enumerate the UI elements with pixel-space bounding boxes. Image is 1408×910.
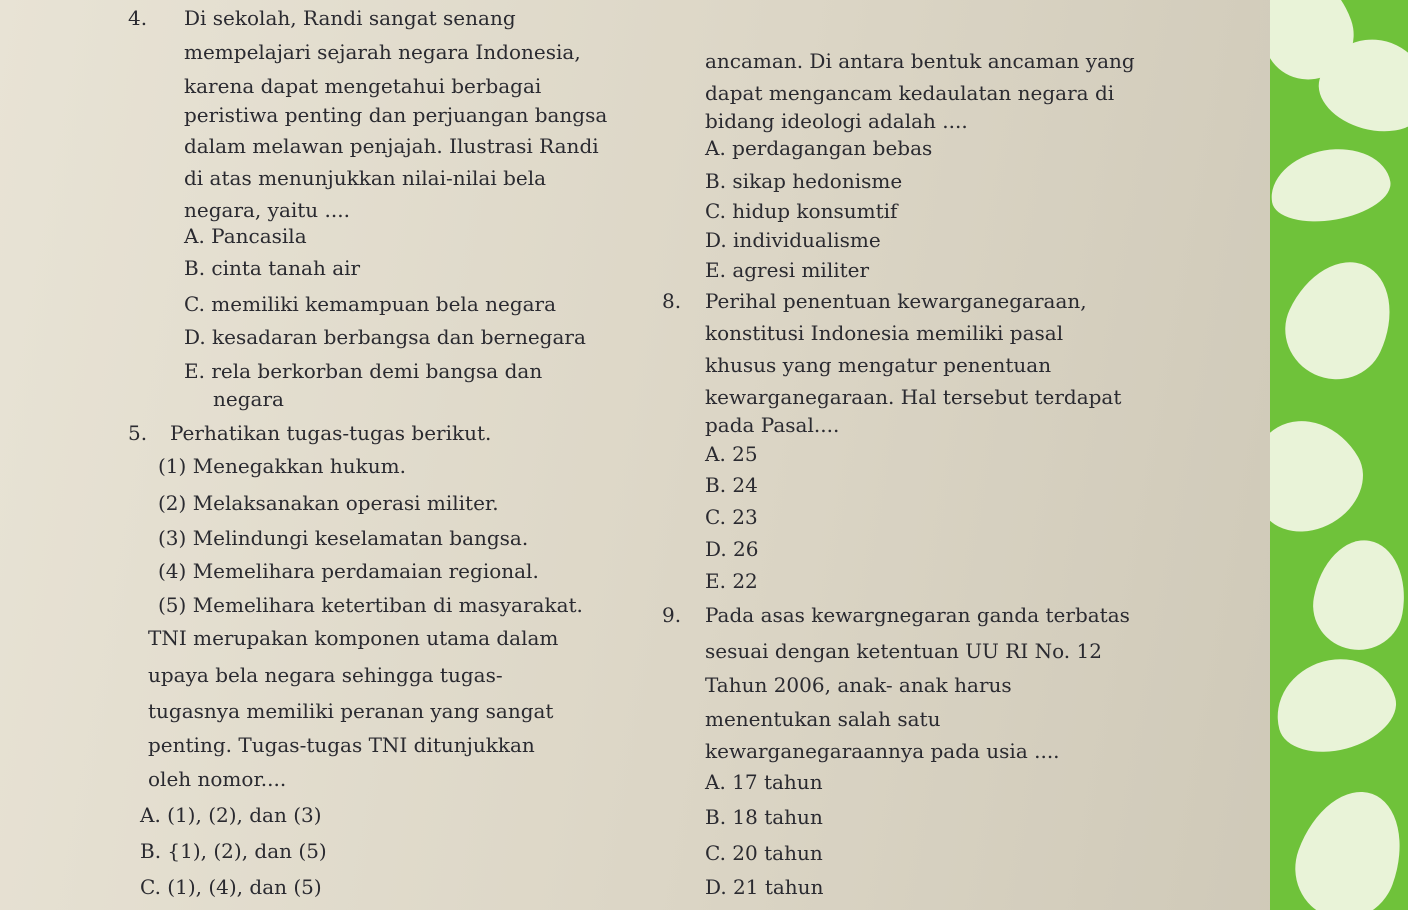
question-5-task-4: (4) Memelihara perdamaian regional.	[158, 559, 539, 583]
question-9-number: 9.	[662, 603, 682, 627]
question-4-line-5: dalam melawan penjajah. Ilustrasi Randi	[184, 134, 599, 158]
question-7-line-1: ancaman. Di antara bentuk ancaman yang	[705, 49, 1135, 73]
question-8-line-3: khusus yang mengatur penentuan	[705, 353, 1052, 377]
flower-petal-decoration	[1306, 533, 1408, 657]
question-9-line-1: Pada asas kewargnegaran ganda terbatas	[705, 603, 1130, 627]
flower-petal-decoration	[1281, 777, 1408, 910]
question-4-number: 4.	[128, 6, 148, 30]
question-5-task-3: (3) Melindungi keselamatan bangsa.	[158, 526, 529, 550]
question-7-option-d: D. individualisme	[705, 228, 881, 252]
question-4-option-d: D. kesadaran berbangsa dan bernegara	[184, 325, 586, 349]
question-5-option-b: B. {1), (2), dan (5)	[140, 839, 327, 863]
question-4-option-e-cont: negara	[213, 387, 284, 411]
question-4-line-3: karena dapat mengetahui berbagai	[184, 74, 542, 98]
question-8-option-e: E. 22	[705, 569, 758, 593]
question-9-option-b: B. 18 tahun	[705, 805, 823, 829]
fabric-background	[1270, 0, 1408, 910]
question-4-option-a: A. Pancasila	[184, 224, 307, 248]
question-5-task-5: (5) Memelihara ketertiban di masyarakat.	[158, 593, 583, 617]
question-9-option-c: C. 20 tahun	[705, 841, 823, 865]
question-4-option-b: B. cinta tanah air	[184, 256, 361, 280]
question-8-option-c: C. 23	[705, 505, 758, 529]
question-5-task-1: (1) Menegakkan hukum.	[158, 454, 406, 478]
flower-petal-decoration	[1270, 400, 1380, 550]
question-4-line-7: negara, yaitu ....	[184, 198, 350, 222]
question-4-line-4: peristiwa penting dan perjuangan bangsa	[184, 103, 608, 127]
question-4-line-6: di atas menunjukkan nilai-nilai bela	[184, 166, 547, 190]
question-5-number: 5.	[128, 421, 148, 445]
question-7-option-c: C. hidup konsumtif	[705, 199, 898, 223]
question-7-line-2: dapat mengancam kedaulatan negara di	[705, 81, 1115, 105]
question-9-option-a: A. 17 tahun	[705, 770, 823, 794]
question-4-option-c: C. memiliki kemampuan bela negara	[184, 292, 557, 316]
question-5-option-c: C. (1), (4), dan (5)	[140, 875, 322, 899]
question-8-line-4: kewarganegaraan. Hal tersebut terdapat	[705, 385, 1122, 409]
question-4-line-1: Di sekolah, Randi sangat senang	[184, 6, 516, 30]
question-7-line-3: bidang ideologi adalah ....	[705, 109, 968, 133]
question-4-option-e: E. rela berkorban demi bangsa dan	[184, 359, 543, 383]
question-8-number: 8.	[662, 289, 682, 313]
question-8-line-2: konstitusi Indonesia memiliki pasal	[705, 321, 1064, 345]
question-5-option-a: A. (1), (2), dan (3)	[140, 803, 322, 827]
question-5-line-1: TNI merupakan komponen utama dalam	[148, 626, 559, 650]
question-8-option-b: B. 24	[705, 473, 758, 497]
question-7-option-a: A. perdagangan bebas	[705, 136, 933, 160]
left-column	[0, 0, 660, 910]
question-9-line-2: sesuai dengan ketentuan UU RI No. 12	[705, 639, 1102, 663]
question-5-task-2: (2) Melaksanakan operasi militer.	[158, 491, 499, 515]
question-5-line-2: upaya bela negara sehingga tugas-	[148, 663, 503, 687]
right-column	[650, 0, 1170, 910]
flower-petal-decoration	[1270, 646, 1405, 764]
flower-petal-decoration	[1270, 140, 1395, 230]
question-5-line-3: tugasnya memiliki peranan yang sangat	[148, 699, 554, 723]
question-9-option-d: D. 21 tahun	[705, 875, 824, 899]
question-5-line-5: oleh nomor....	[148, 767, 287, 791]
question-4-line-2: mempelajari sejarah negara Indonesia,	[184, 40, 581, 64]
question-5-intro: Perhatikan tugas-tugas berikut.	[170, 421, 492, 445]
question-5-line-4: penting. Tugas-tugas TNI ditunjukkan	[148, 733, 535, 757]
question-8-line-5: pada Pasal....	[705, 413, 840, 437]
flower-petal-decoration	[1270, 244, 1408, 395]
question-9-line-3: Tahun 2006, anak- anak harus	[705, 673, 1012, 697]
question-7-option-e: E. agresi militer	[705, 258, 870, 282]
question-9-line-4: menentukan salah satu	[705, 707, 941, 731]
question-8-line-1: Perihal penentuan kewarganegaraan,	[705, 289, 1087, 313]
question-8-option-a: A. 25	[705, 442, 758, 466]
question-7-option-b: B. sikap hedonisme	[705, 169, 903, 193]
question-8-option-d: D. 26	[705, 537, 759, 561]
question-9-line-5: kewarganegaraannya pada usia ....	[705, 739, 1060, 763]
